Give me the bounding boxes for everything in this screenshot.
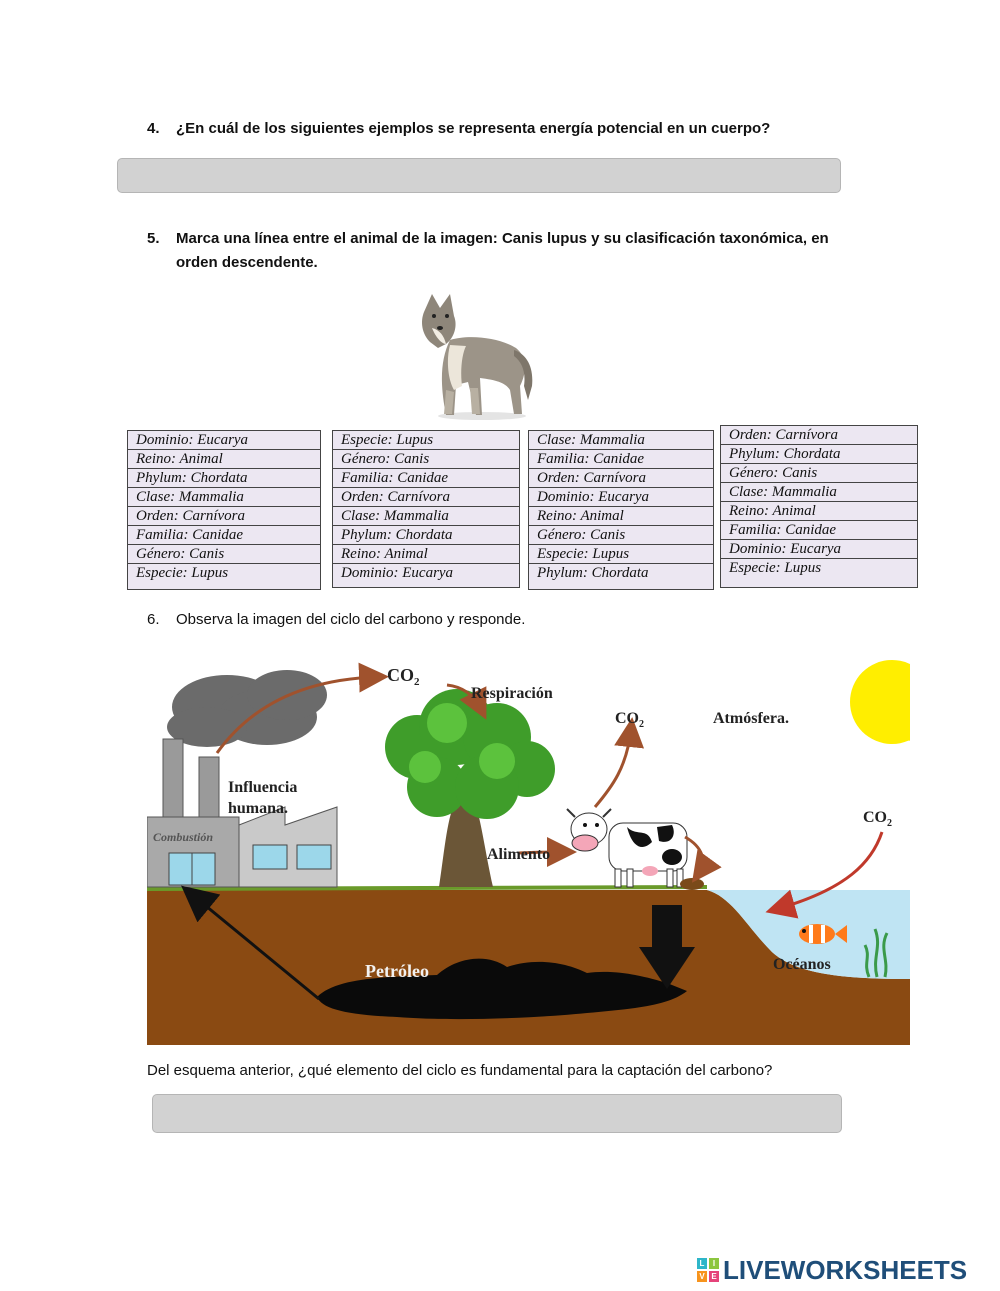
table-row: Phylum: Chordata bbox=[537, 565, 649, 581]
table-row: Clase: Mammalia bbox=[128, 488, 320, 507]
taxonomy-table-1[interactable] bbox=[127, 430, 321, 590]
alimento-label: Alimento bbox=[487, 846, 551, 863]
taxonomy-table-2[interactable] bbox=[332, 430, 520, 588]
carbon-cycle-diagram bbox=[147, 657, 910, 1045]
answer-input-6[interactable] bbox=[152, 1094, 842, 1133]
question-4 bbox=[147, 117, 947, 141]
question-5-text-line1: Marca una línea entre el animal de la imagen: Canis lupus y su clasificación taxonómica, en bbox=[176, 230, 829, 247]
table-row: Familia: Canidae bbox=[529, 450, 713, 469]
table-row: Orden: Carnívora bbox=[529, 469, 713, 488]
influencia-label-1: Influencia bbox=[228, 779, 298, 796]
table-row: Phylum: Chordata bbox=[128, 469, 320, 488]
table-row: Reino: Animal bbox=[721, 502, 917, 521]
table-row: Orden: Carnívora bbox=[721, 426, 917, 445]
question-5 bbox=[147, 227, 947, 275]
taxonomy-table-3[interactable] bbox=[528, 430, 714, 590]
table-row: Clase: Mammalia bbox=[721, 483, 917, 502]
table-row: Phylum: Chordata bbox=[333, 526, 519, 545]
oceanos-label: Océanos bbox=[773, 956, 831, 973]
table-row: Género: Canis bbox=[529, 526, 713, 545]
respiracion-label: Respiración bbox=[471, 685, 553, 702]
question-4-number: 4. bbox=[147, 120, 160, 137]
atmosfera-label: Atmósfera. bbox=[713, 710, 789, 727]
influencia-label-2: humana. bbox=[228, 800, 289, 817]
logo-mark-i: I bbox=[709, 1258, 719, 1269]
question-5-number: 5. bbox=[147, 230, 160, 247]
table-row: Orden: Carnívora bbox=[128, 507, 320, 526]
table-row: Clase: Mammalia bbox=[333, 507, 519, 526]
table-row: Phylum: Chordata bbox=[721, 445, 917, 464]
table-row: Dominio: Eucarya bbox=[341, 565, 454, 581]
table-row: Género: Canis bbox=[721, 464, 917, 483]
co2-label-top: $CO_2$ bbox=[387, 665, 420, 688]
table-row: Familia: Canidae bbox=[128, 526, 320, 545]
combustion-label: Combustión bbox=[153, 830, 214, 844]
co2-label-ocean: $CO_2$ bbox=[863, 809, 892, 829]
liveworksheets-logo bbox=[697, 1255, 997, 1285]
table-row: Especie: Lupus bbox=[529, 545, 713, 564]
table-row: Género: Canis bbox=[128, 545, 320, 564]
logo-mark-v: V bbox=[697, 1271, 707, 1282]
table-row: Familia: Canidae bbox=[333, 469, 519, 488]
logo-mark-e: E bbox=[709, 1271, 719, 1282]
table-row: Especie: Lupus bbox=[136, 565, 229, 581]
question-6-text: Observa la imagen del ciclo del carbono y responde. bbox=[176, 611, 526, 628]
question-6-number: 6. bbox=[147, 611, 160, 628]
table-row: Género: Canis bbox=[333, 450, 519, 469]
question-4-text: ¿En cuál de los siguientes ejemplos se representa energía potencial en un cuerpo? bbox=[176, 120, 771, 137]
table-row: Especie: Lupus bbox=[333, 431, 519, 450]
table-row: Reino: Animal bbox=[529, 507, 713, 526]
answer-input-4[interactable] bbox=[117, 158, 841, 193]
logo-mark-l: L bbox=[697, 1258, 707, 1269]
table-row: Dominio: Eucarya bbox=[128, 431, 320, 450]
table-row: Reino: Animal bbox=[128, 450, 320, 469]
table-row: Dominio: Eucarya bbox=[529, 488, 713, 507]
table-row: Dominio: Eucarya bbox=[721, 540, 917, 559]
question-6 bbox=[147, 608, 947, 632]
logo-text: LIVEWORKSHEETS bbox=[723, 1255, 968, 1285]
petroleo-label: Petróleo bbox=[365, 961, 429, 981]
table-row: Especie: Lupus bbox=[729, 560, 822, 576]
logo-mark-icon bbox=[697, 1258, 719, 1282]
table-row: Reino: Animal bbox=[333, 545, 519, 564]
co2-label-cow: $CO_2$ bbox=[615, 710, 644, 730]
table-row: Familia: Canidae bbox=[721, 521, 917, 540]
table-row: Clase: Mammalia bbox=[529, 431, 713, 450]
wolf-image bbox=[410, 290, 540, 422]
table-row: Orden: Carnívora bbox=[333, 488, 519, 507]
taxonomy-table-4[interactable] bbox=[720, 425, 918, 588]
question-6-followup: Del esquema anterior, ¿qué elemento del ciclo es fundamental para la captación del carbono? bbox=[147, 1062, 773, 1079]
question-5-text-line2: orden descendente. bbox=[176, 254, 318, 271]
